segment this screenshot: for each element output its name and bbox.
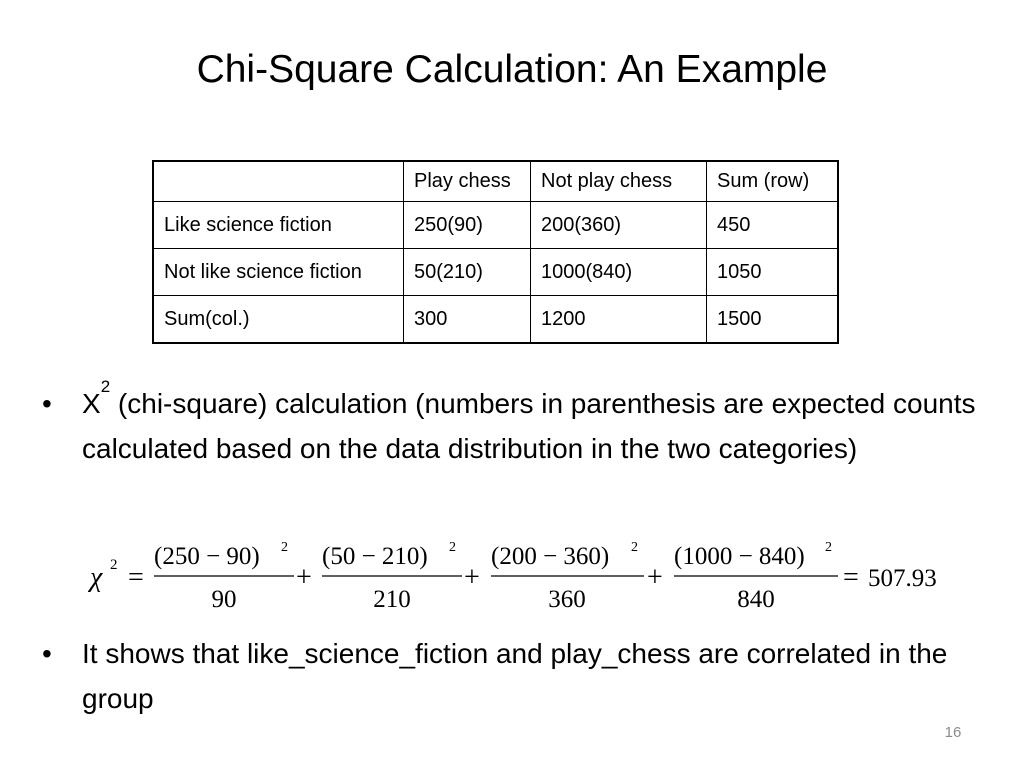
formula-equals: = [843,562,859,593]
header-cell-empty [153,161,404,202]
header-cell-sum-row: Sum (row) [707,161,839,202]
bullet-correlation-conclusion [42,631,1002,726]
formula-plus: + [464,562,480,593]
bullet-text [82,377,982,471]
table-row [153,249,838,296]
table-cell: 1500 [707,296,839,344]
chi-square-formula [88,535,968,615]
row-label: Like science fiction [153,202,404,249]
formula-plus: + [647,562,663,593]
formula-result: 507.93 [868,565,937,592]
table-cell: 1050 [707,249,839,296]
formula-equals: = [128,562,144,593]
term-2-numerator: (50 − 210) [322,543,428,570]
header-cell-play-chess: Play chess [404,161,531,202]
term-3-numerator: (200 − 360) [491,543,610,570]
bullet-marker: • [42,388,52,419]
table-cell: 50(210) [404,249,531,296]
formula-chi-symbol: χ [90,562,103,593]
term-1-denominator: 90 [211,586,237,613]
row-label: Sum(col.) [153,296,404,344]
header-cell-not-play-chess: Not play chess [531,161,707,202]
table-cell: 200(360) [531,202,707,249]
term-3-denominator: 360 [548,586,586,613]
bullet-body: (chi-square) calculation (numbers in parenthesis are expected counts calculated based on the data distribution in the two categories) [82,388,976,464]
contingency-table [152,160,839,344]
term-1-numerator: (250 − 90) [154,543,260,570]
term-4-denominator: 840 [737,586,775,613]
bullet-text: It shows that like_science_fiction and play_chess are correlated in the group [82,638,948,714]
table-header-row [153,161,838,202]
row-label: Not like science fiction [153,249,404,296]
term-4-numerator: (1000 − 840) [674,543,805,570]
table-cell: 1200 [531,296,707,344]
term-1-exponent: 2 [281,540,288,555]
table-row [153,296,838,344]
term-3-exponent: 2 [631,540,638,555]
formula-plus: + [296,562,312,593]
term-2-denominator: 210 [373,586,411,613]
page-number: 16 [944,724,962,741]
bullet-chi-square-explanation [42,377,1002,521]
chi-superscript: 2 [100,377,111,396]
slide-title: Chi-Square Calculation: An Example [196,48,828,91]
table-cell: 450 [707,202,839,249]
bullet-marker: • [42,638,52,669]
table-cell: 1000(840) [531,249,707,296]
term-4-exponent: 2 [825,540,832,555]
chi-symbol: X [82,388,101,419]
term-2-exponent: 2 [449,540,456,555]
table-row [153,202,838,249]
formula-lhs-exponent: 2 [110,557,118,573]
table-cell: 250(90) [404,202,531,249]
table-cell: 300 [404,296,531,344]
